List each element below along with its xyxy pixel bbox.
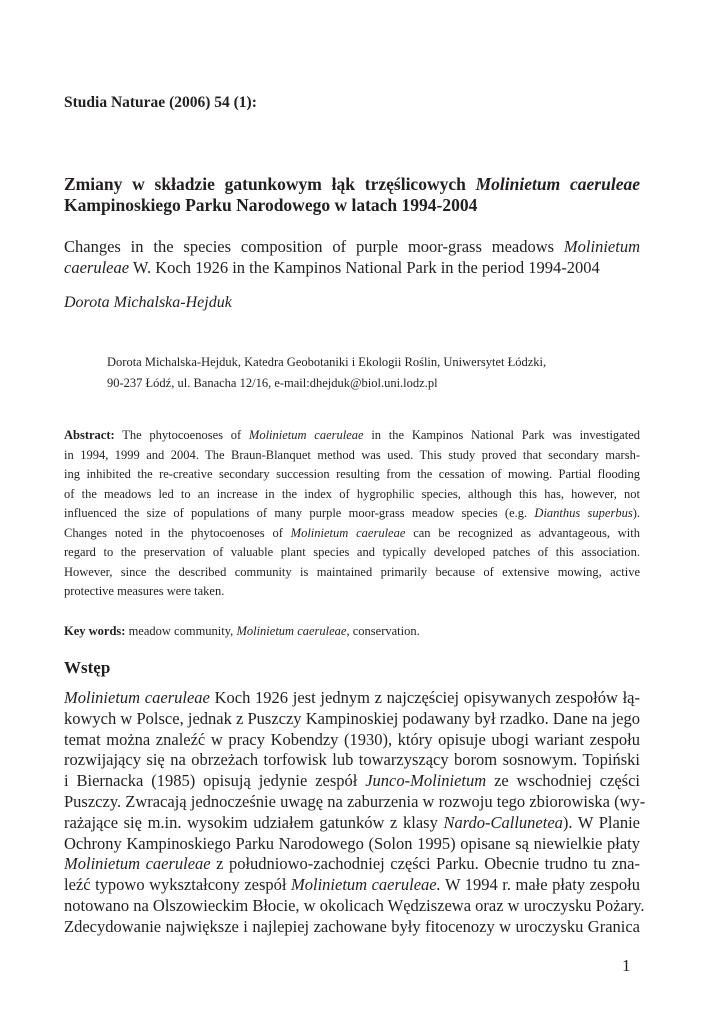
en-title-text-2: W. Koch 1926 in the Kampinos National Park in the period 1994-2004 <box>129 257 600 277</box>
abstract-text: in the Kampinos National Park was investigated <box>363 428 640 442</box>
body-line: Ochrony Kampinoskiego Parku Narodowego (Solon 1995) opisane są niewielkie płaty <box>64 833 640 853</box>
en-title-species-name: Molinietum <box>563 237 640 256</box>
key-words-text: meadow community, <box>125 624 237 638</box>
body-line: rozwijający się na obrzeżach torfowisk lub towarzyszący borom sosnowym. Topiński <box>64 750 640 770</box>
abstract-species: Molinietum caeruleae <box>290 525 406 540</box>
body-line: Puszczy. Zwracają jednocześnie uwagę na zaburzenia w rozwoju tego zbiorowiska (wy- <box>64 791 646 811</box>
body-line <box>64 854 640 875</box>
body-species: Nardo-Callunetea <box>443 812 563 832</box>
key-words-species: Molinietum caeruleae <box>236 624 347 638</box>
title-line-1 <box>64 173 640 194</box>
body-line <box>64 771 640 792</box>
title-text: Zmiany w składzie gatunkowym łąk trzęślicowych <box>64 174 476 194</box>
abstract-line <box>64 524 640 544</box>
abstract-label: Abstract: <box>64 428 115 442</box>
abstract-text: The phytocoenoses of <box>114 428 249 442</box>
en-title-line-2 <box>64 257 640 279</box>
body-line: temat można znaleźć w pracy Kobendzy (1930), który opisuje ubogi wariant zespołu <box>64 729 640 749</box>
body-paragraph <box>64 688 646 938</box>
author-affiliation <box>107 352 546 394</box>
body-line: Zdecydowanie największe i najlepiej zachowane były fitocenozy w uroczysku Granica <box>64 916 640 936</box>
journal-citation: Studia Naturae (2006) 54 (1): <box>64 94 257 111</box>
body-line: kowych w Polsce, jednak z Puszczy Kampinoskiej podawany był rzadko. Dane na jego <box>64 708 640 728</box>
title-species-name: Molinietum caeruleae <box>475 174 640 194</box>
body-text: z południowo-zachodniej części Parku. Obecnie trudno tu zna- <box>210 854 641 874</box>
abstract-text: can be recognized as advantageous, with <box>405 525 640 540</box>
en-title-species-name-2: caeruleae <box>64 257 130 277</box>
abstract <box>64 426 640 602</box>
body-text: W 1994 r. małe płaty zespołu <box>440 875 640 895</box>
abstract-line: in 1994, 1999 and 2004. The Braun-Blanquet method was used. This study proved that secondary marsh- <box>64 447 640 462</box>
body-species: Molinietum caeruleae <box>64 854 211 874</box>
author-name: Dorota Michalska-Hejduk <box>64 294 232 311</box>
abstract-text: influenced the size of populations of many purple moor-grass meadow species (e.g. <box>64 506 535 520</box>
affiliation-line-2: 90-237 Łódź, ul. Banacha 12/16, e-mail:dhejduk@biol.uni.lodz.pl <box>107 376 438 390</box>
body-text: ). W Planie <box>562 812 640 832</box>
abstract-line <box>64 504 640 524</box>
body-line <box>64 688 640 709</box>
body-text: ze wschodniej części <box>486 771 640 791</box>
body-line <box>64 813 640 834</box>
body-line <box>64 875 640 896</box>
key-words <box>64 624 640 639</box>
key-words-text: , conservation. <box>346 624 420 638</box>
affiliation-line-1: Dorota Michalska-Hejduk, Katedra Geobotaniki i Ekologii Roślin, Uniwersytet Łódzki, <box>107 355 547 369</box>
body-text: rażające się m.in. wysokim udziałem gatunków z klasy <box>64 812 444 832</box>
abstract-line: of the meadows led to an increase in the index of hygrophilic species, although this has, however, not <box>64 486 640 501</box>
abstract-text: ). <box>632 506 640 520</box>
body-text: leźć typowo wykształcony zespół <box>64 875 291 895</box>
body-species: Junco-Molinietum <box>365 771 487 791</box>
article-title-english <box>64 236 640 279</box>
body-text: Koch 1926 jest jednym z najczęściej opisywanych zespołów łą- <box>209 688 641 707</box>
abstract-line <box>64 426 640 446</box>
page-number: 1 <box>622 956 631 975</box>
en-title-line-1 <box>64 236 640 257</box>
body-species: Molinietum caeruleae. <box>291 875 441 895</box>
article-title-polish <box>64 173 640 216</box>
abstract-species: Molinietum caeruleae <box>248 428 364 442</box>
body-species: Molinietum caeruleae <box>64 688 210 707</box>
abstract-species: Dianthus superbus <box>534 506 633 520</box>
abstract-text: Changes noted in the phytocoenoses of <box>64 525 291 540</box>
key-words-label: Key words: <box>64 624 126 638</box>
title-line-2: Kampinoskiego Parku Narodowego w latach 1994-2004 <box>64 194 478 215</box>
section-heading: Wstęp <box>64 658 111 677</box>
abstract-line: protective measures were taken. <box>64 584 225 598</box>
en-title-text: Changes in the species composition of purple moor-grass meadows <box>64 237 564 256</box>
abstract-line: ing inhibited the re-creative secondary succession resulting from the cessation of mowing. Partial flooding <box>64 467 640 481</box>
body-line: notowano na Olszowieckim Błocie, w okolicach Wędziszewa oraz w uroczysku Pożary. <box>64 895 645 915</box>
abstract-line: However, since the described community is maintained primarily because of extensive mowing, active <box>64 564 640 579</box>
abstract-line: regard to the preservation of valuable plant species and typically developed patches of this association. <box>64 545 640 559</box>
body-text: i Biernacka (1985) opisują jedynie zespół <box>64 771 366 791</box>
